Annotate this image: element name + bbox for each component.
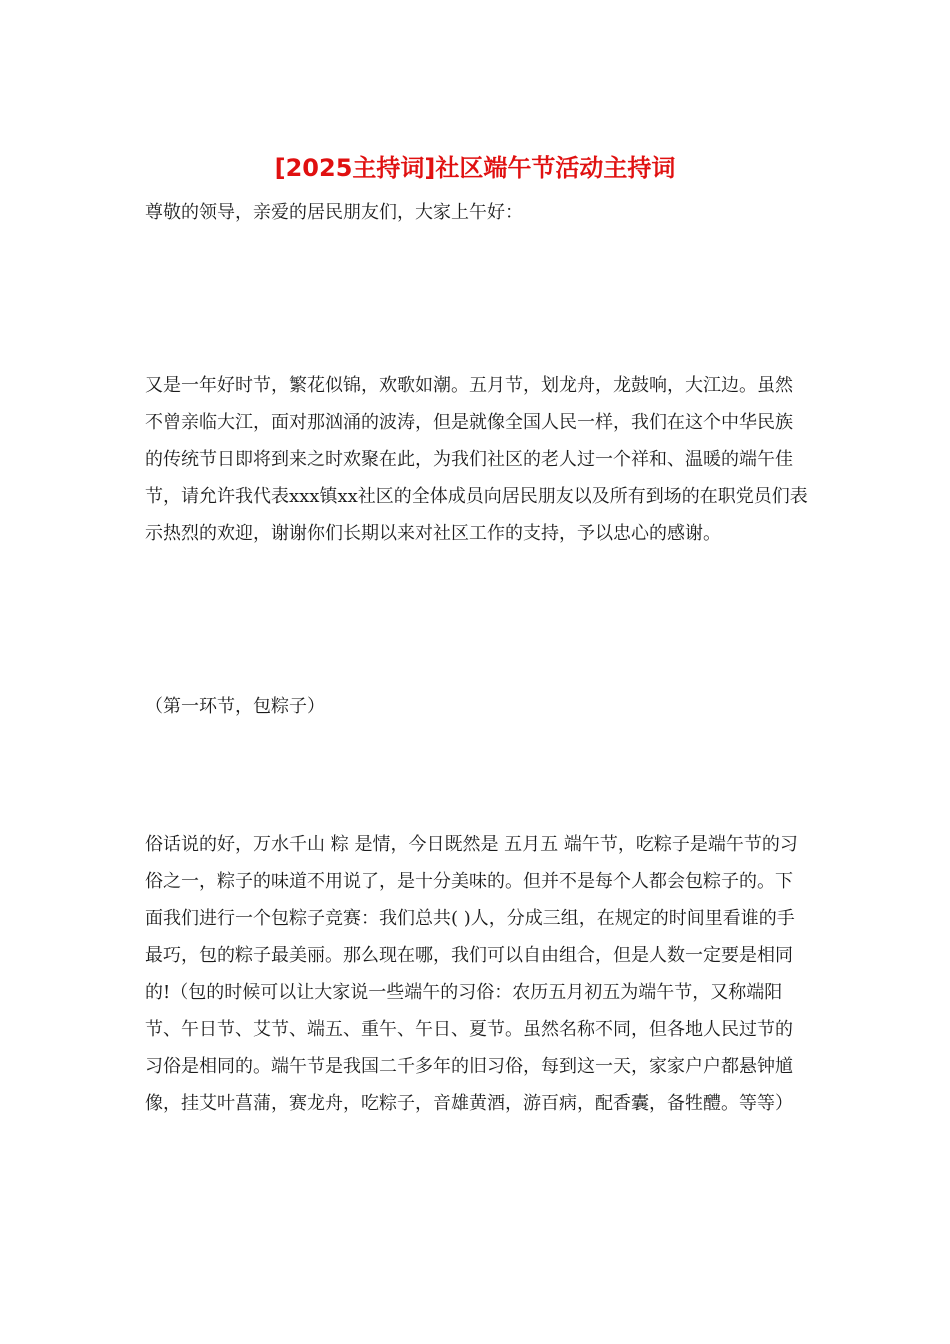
document-title: [2025主持词]社区端午节活动主持词 [274,154,676,182]
section-heading: （第一环节，包粽子） [145,696,325,717]
greeting-text: 尊敬的领导，亲爱的居民朋友们，大家上午好： [145,202,523,223]
paragraph-opening: 又是一年好时节，繁花似锦，欢歌如潮。五月节，划龙舟，龙鼓响，大江边。虽然不曾亲临大江，面对那汹涌的波涛，但是就像全国人民一样，我们在这个中华民族的传统节日即将到来之时欢聚在此，为我们社区的老人过一个祥和、温暖的端午佳节，请允许我代表xxx镇xx社区的全体成员向居民朋友以及所有到场的在职党员们表示热烈的欢迎，谢谢你们长期以来对社区工作的支持，予以忠心的感谢。 [145,375,808,544]
paragraph-zongzi: 俗话说的好，万水千山 粽 是情，今日既然是 五月五 端午节，吃粽子是端午节的习俗之一，粽子的味道不用说了，是十分美味的。但并不是每个人都会包粽子的。下面我们进行一个包粽子竞赛：我们总共( )人，分成三组，在规定的时间里看谁的手最巧，包的粽子最美丽。那么现在哪，我们可以自由组合，但是人数一定要是相同的!（包的时候可以让大家说一些端午的习俗：农历五月初五为端午节，又称端阳节、午日节、艾节、端五、重午、午日、夏节。虽然名称不同，但各地人民过节的习俗是相同的。端午节是我国二千多年的旧习俗，每到这一天，家家户户都悬钟馗像，挂艾叶菖蒲，赛龙舟，吃粽子，音雄黄酒，游百病，配香囊，备牲醴。等等） [145,834,798,1114]
